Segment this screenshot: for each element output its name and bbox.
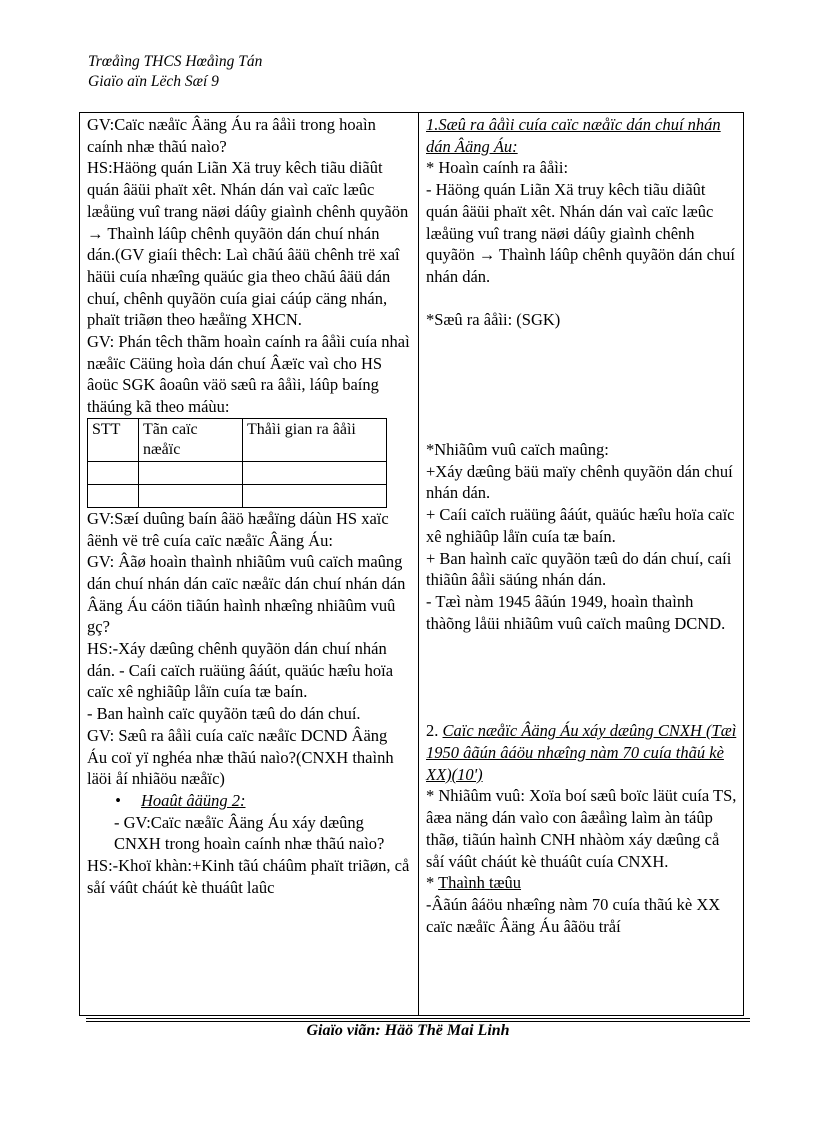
section-1-context: * Hoaìn caính ra âåìi: - Häöng quán Liãn Xä truy kêch tiãu diãût quán âäüi phaït xêt. Nhán dán vaì caïc læûc læåüng vuî trang näøi dáûy giaình chênh quyãön → Thaình láûp chênh quyãön dán chuí nhán dán. [426,158,735,286]
table-cell [88,461,139,484]
section-1-sgk: *Sæû ra âåìi: (SGK) [426,310,561,330]
table-row [88,484,387,507]
achievements-label: Thaình tæûu [438,873,522,893]
left-column [87,114,411,899]
section-2-title [426,720,738,785]
table-cell [88,484,139,507]
stats-table [87,418,387,508]
right-column [426,114,738,937]
section-2-title-text: Caïc næåïc Âäng Áu xáy dæûng CNXH (Tæì 1950 âãún âáöu nhæîng nàm 70 cuía thãú kè XX)(10') [426,721,737,784]
left-paragraph-1: GV:Caïc næåïc Âäng Áu ra âåìi trong hoaìn caính nhæ thãú naìo? HS:Häöng quán Liãn Xä truy kêch tiãu diãût quán âäüi phaït xêt. Nhán dán vaì caïc læûc læåüng vuî trang näøi dáûy giaình chênh quyãön → Thaình láûp chênh quyãön dán chuí nhán dán.(GV giaíi thêch: Laì chãú âäü chênh trë xaî häüi cuía nhæîng quäúc gia theo chãú âäü dán chuí, chênh quyãön cuía giai cáúp cäng nhán, phaït triãøn theo hæåïng XHCN. GV: Phán têch thãm hoaìn caính ra âåìi cuía nhaì næåïc Cäüng hoìa dán chuí Âæïc vaì cho HS âoüc SGK âoaûn väö sæû ra âåìi, láûp baíng thäúng kã theo máùu: [87,115,410,417]
section-2-tasks: * Nhiãûm vuû: Xoïa boí sæû boïc läüt cuía TS, âæa näng dán vaìo con âæåìng laìm àn táûp thãø, tiãún haình CNH nhàòm xáy dæûng cå såí váût cháút kè thuáût cuía CNXH. [426,786,737,871]
table-header-name: Tãn caïc næåïc [139,418,243,461]
left-paragraph-2: GV:Sæí duûng baín âäö hæåïng dáùn HS xaïc âënh vë trê cuía caïc næåïc Âäng Áu: GV: Âãø hoaìn thaình nhiãûm vuû caïch maûng dán chuí nhán dán caïc næåïc dán chuí nhán dán Âäng Áu cáön tiãún haình nhæîng nhiãûm vuû gç? HS:-Xáy dæûng chênh quyãön dán chuí nhán dán. - Caíi caïch ruäüng âáút, quäúc hæîu hoïa caïc xê nghiãûp låïn cuía tæ baín. - Ban haình caïc quyãön tæû do dán chuí. GV: Sæû ra âåìi cuía caïc næåïc DCND Âäng Áu coï yï nghéa nhæ thãú naìo?(CNXH thaình läöi åí nhiãöu næåïc) [87,508,406,789]
table-header-row [88,418,387,461]
footer-rule-top [86,1018,750,1019]
table-cell [243,484,387,507]
section-1-tasks: *Nhiãûm vuû caïch maûng: +Xáy dæûng bäü maïy chênh quyãön dán chuí nhán dán. + Caíi caïch ruäüng âáút, quäúc hæîu hoïa caïc xê nghiãûp låïn cuía tæ baín. + Ban haình caïc quyãön tæû do dán chuí, caíi thiãûn âåìi säúng nhán dán. - Tæì nàm 1945 âãún 1949, hoaìn thaình thàõng låüi nhiãûm vuû caïch maûng DCND. [426,440,735,633]
left-paragraph-3: - GV:Caïc næåïc Âäng Áu xáy dæûng CNXH trong hoaìn caính nhæ thãú naìo? [114,812,385,854]
table-cell [139,461,243,484]
footer-teacher: Giaïo viãn: Häö Thë Mai Linh [306,1022,510,1039]
table-cell [139,484,243,507]
table-row [88,461,387,484]
section-2-achievements-label: * Thaình tæûu [426,873,522,893]
table-cell [243,461,387,484]
left-paragraph-4: HS:-Khoï khàn:+Kinh tãú cháûm phaït triãøn, cå såí váût cháút kè thuáût laûc [87,856,410,897]
section-2-number: 2. [426,721,443,741]
section-2-achievements: -Âãún âáöu nhæîng nàm 70 cuía thãú kè XX caïc næåïc Âäng Áu âãöu tråí [426,894,721,936]
table-header-time: Thåìi gian ra âåìi [243,418,387,461]
column-divider [418,112,419,1016]
header-subject: Giaïo aïn Lëch Sæí 9 [88,73,219,90]
header-school: Trœåìng THCS Hœåìng Tán [88,53,263,70]
activity-2-heading: • Hoaût âäüng 2: [87,790,411,812]
section-1-title: 1.Sæû ra âåìi cuía caïc næåïc dán chuí nhán dán Âäng Áu: [426,115,721,156]
table-header-stt: STT [88,418,139,461]
